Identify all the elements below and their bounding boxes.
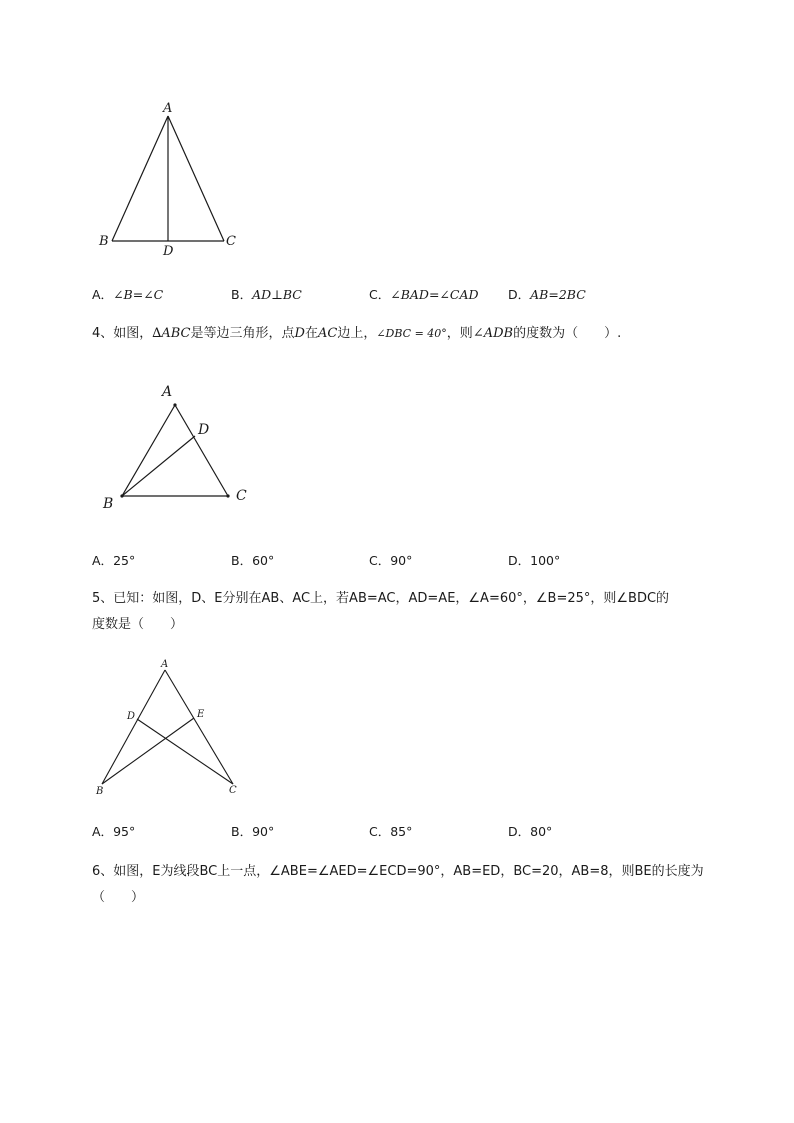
question-5-line2 <box>92 615 183 635</box>
label-a: A <box>161 659 169 670</box>
segment-ab <box>102 670 165 784</box>
segment-ab <box>112 116 168 241</box>
segment-be <box>102 718 194 784</box>
label-b: B <box>99 234 109 249</box>
question-text: 度数是（ ） <box>92 617 184 632</box>
label-a: A <box>162 384 173 400</box>
option-text: 60° <box>252 553 275 568</box>
label-d: D <box>127 711 136 722</box>
question-text: 如图， <box>113 326 153 341</box>
option-text: 90° <box>252 824 275 839</box>
point-c <box>226 494 229 497</box>
figure-q3 <box>95 98 255 263</box>
option-letter: D． <box>508 824 531 839</box>
question-text: 已知：如图，D、E分别在AB、AC上，若AB=AC，AD=AE，∠A=60°，∠B=25°，则∠BDC的 <box>113 591 670 606</box>
option-q4-a <box>92 551 135 569</box>
question-text: 是等边三角形，点 <box>190 326 295 341</box>
option-letter: C． <box>369 824 391 839</box>
segment-ac <box>168 116 224 241</box>
segment-ac <box>175 405 228 496</box>
option-text: 90° <box>390 553 413 568</box>
option-q5-b <box>231 822 274 840</box>
option-letter: D． <box>508 553 531 568</box>
label-e: E <box>197 709 205 720</box>
segment-ab <box>122 405 175 496</box>
option-text: 85° <box>390 824 413 839</box>
figure-q4 <box>95 378 265 518</box>
option-text: AB=2BC <box>530 287 586 302</box>
question-text: 如图，E为线段BC上一点，∠ABE=∠AED=∠ECD=90°，AB=ED，BC=20，AB=8，则BE的长度为 <box>113 864 704 879</box>
question-number: 6、 <box>92 864 114 879</box>
option-q3-a <box>92 285 163 303</box>
option-letter: A． <box>92 287 114 302</box>
option-q5-d <box>508 822 552 840</box>
question-text: ，则 <box>446 326 473 341</box>
question-number: 4、 <box>92 326 114 341</box>
question-5-line1 <box>92 589 669 609</box>
math-triangle: ∆ABC <box>152 326 191 341</box>
option-text: ∠B=∠C <box>113 287 164 302</box>
label-a: A <box>163 101 173 116</box>
option-q3-d <box>508 285 586 303</box>
option-q4-d <box>508 551 560 569</box>
question-4 <box>92 324 621 344</box>
option-text: 25° <box>113 553 136 568</box>
option-text: 95° <box>113 824 136 839</box>
segment-bd <box>122 436 195 496</box>
option-letter: B． <box>231 287 253 302</box>
option-letter: A． <box>92 824 114 839</box>
option-letter: A． <box>92 553 114 568</box>
math-point: D <box>294 326 305 341</box>
point-a <box>173 403 176 406</box>
label-c: C <box>236 488 247 504</box>
figure-q5 <box>90 656 250 798</box>
option-q3-c <box>369 285 479 303</box>
question-text: 的度数为（ ）. <box>513 326 622 341</box>
option-text: 100° <box>530 553 561 568</box>
label-b: B <box>103 496 114 512</box>
option-letter: C． <box>369 287 391 302</box>
label-c: C <box>229 785 237 796</box>
option-letter: C． <box>369 553 391 568</box>
question-text: 边上， <box>337 326 377 341</box>
label-b: B <box>96 786 104 797</box>
option-text: AD⊥BC <box>252 287 302 302</box>
option-q5-c <box>369 822 412 840</box>
math-segment: AC <box>317 326 338 341</box>
question-number: 5、 <box>92 591 114 606</box>
question-6-line1 <box>92 862 704 882</box>
option-q4-c <box>369 551 412 569</box>
segment-dc <box>137 719 233 784</box>
option-q4-b <box>231 551 274 569</box>
math-angle: ∠DBC = 40° <box>376 327 447 340</box>
label-d: D <box>198 422 210 438</box>
option-q5-a <box>92 822 135 840</box>
question-text: （ ） <box>92 890 145 905</box>
label-c: C <box>226 234 236 249</box>
option-text: ∠BAD=∠CAD <box>390 287 479 302</box>
question-text: 在 <box>304 326 318 341</box>
option-q3-b <box>231 285 302 303</box>
option-letter: B． <box>231 553 253 568</box>
option-letter: B． <box>231 824 253 839</box>
point-b <box>120 494 123 497</box>
option-letter: D． <box>508 287 531 302</box>
option-text: 80° <box>530 824 553 839</box>
question-6-line2 <box>92 888 144 908</box>
label-d: D <box>163 244 174 259</box>
segment-ac <box>165 670 233 784</box>
math-angle-asked: ∠ADB <box>472 326 514 341</box>
